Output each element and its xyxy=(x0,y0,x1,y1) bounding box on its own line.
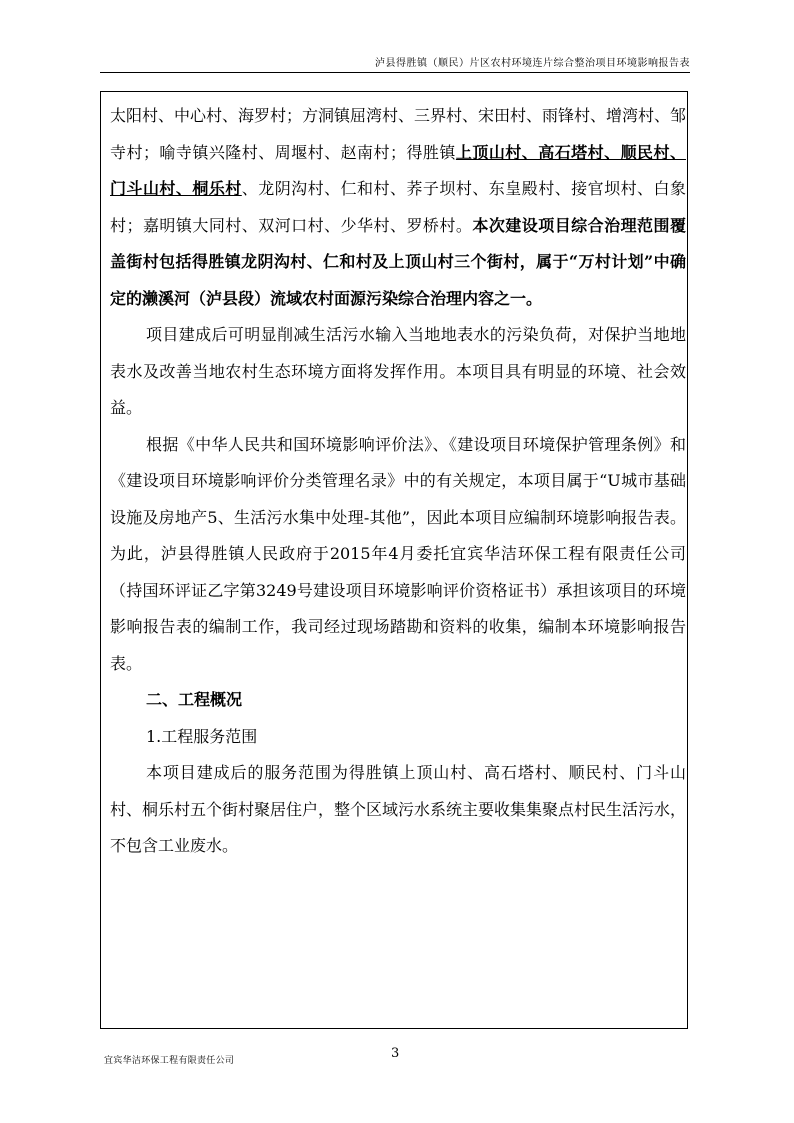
document-body xyxy=(110,98,686,865)
paragraph-legal-basis: 根据《中华人民共和国环境影响评价法》、《建设项目环境保护管理条例》和《建设项目环境影响评价分类管理名录》中的有关规定，本项目属于“U城市基础设施及房地产5、生活污水集中处理-其他”，因此本项目应编制环境影响报告表。为此，泸县得胜镇人民政府于2015年4月委托宜宾华洁环保工程有限责任公司（持国环评证乙字第3249号建设项目环境影响评价资格证书）承担该项目的环境影响报告表的编制工作，我司经过现场踏勘和资料的收集，编制本环境影响报告表。 xyxy=(110,434,686,673)
footer-company: 宜宾华洁环保工程有限责任公司 xyxy=(104,1056,235,1066)
subsection-heading: 1.工程服务范围 xyxy=(146,726,258,746)
paragraph-village-list xyxy=(110,98,686,317)
service-villages-underlined: 上顶山村、高石塔村、顺民村、门斗山村、桐乐村 xyxy=(110,142,686,198)
paragraph-service-scope: 本项目建成后的服务范围为得胜镇上顶山村、高石塔村、顺民村、门斗山村、桐乐村五个街村聚居住户，整个区域污水系统主要收集集聚点村民生活污水，不包含工业废水。 xyxy=(110,763,687,855)
header-rule xyxy=(100,72,690,73)
paragraph-benefits: 项目建成后可明显削减生活污水输入当地地表水的污染负荷，对保护当地地表水及改善当地农村生态环境方面将发挥作用。本项目具有明显的环境、社会效益。 xyxy=(110,325,686,417)
page-number: 3 xyxy=(391,1046,400,1061)
village-list-text-cont: 、龙阴沟村、仁和村、荞子坝村、东皇殿村、接官坝村、白象村；嘉明镇大同村、双河口村、少华村、罗桥村。 xyxy=(110,179,686,235)
running-header: 泸县得胜镇（顺民）片区农村环境连片综合整治项目环境影响报告表 xyxy=(375,58,690,69)
section-heading: 二、工程概况 xyxy=(146,690,243,709)
scope-statement-bold: 本次建设项目综合治理范围覆盖街村包括得胜镇龙阴沟村、仁和村及上顶山村三个街村，属于“万村计划”中确定的濑溪河（泸县段）流域农村面源污染综合治理内容之一。 xyxy=(110,215,686,308)
village-list-text: 太阳村、中心村、海罗村；方洞镇屈湾村、三界村、宋田村、雨锋村、增湾村、邹寺村；喻寺镇兴隆村、周堰村、赵南村；得胜镇 xyxy=(110,106,687,162)
